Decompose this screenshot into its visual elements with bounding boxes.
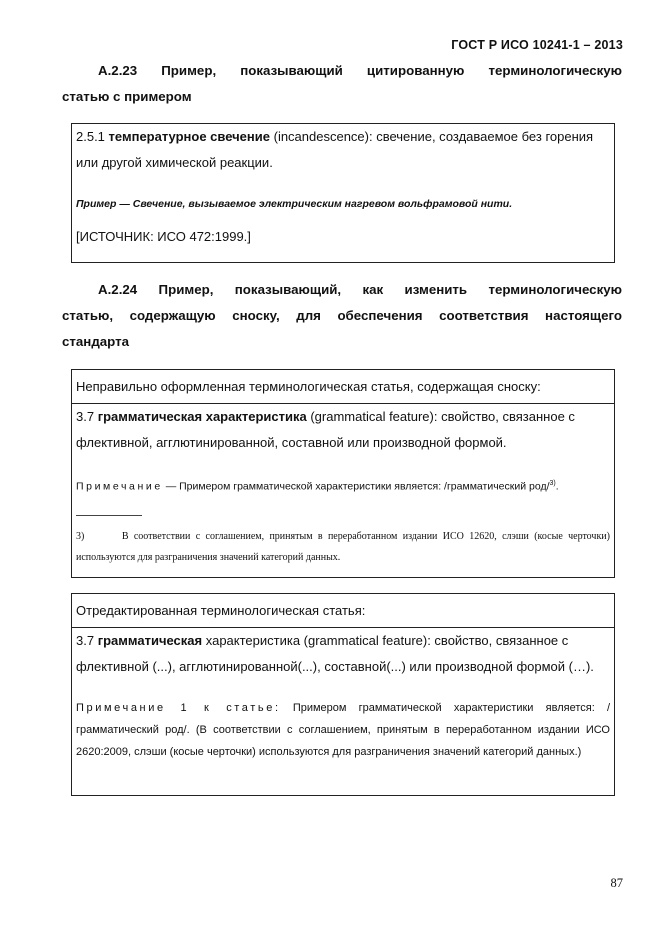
entry-line: [72, 404, 614, 430]
footnote-separator: [76, 515, 142, 516]
heading-line: статью с примером: [62, 89, 192, 104]
section-heading-a223: [62, 58, 622, 110]
box-content: [72, 404, 614, 568]
heading-line: статью, содержащую сноску, для обеспечения соответствия настоящего: [62, 308, 622, 323]
box-title: Отредактированная терминологическая статья:: [72, 594, 614, 628]
entry-term: грамматическая: [97, 633, 203, 648]
heading-line: А.2.24 Пример, показывающий, как изменить терминологическую: [98, 282, 622, 297]
entry-number: 3.7: [76, 409, 95, 424]
entry-line: [72, 628, 614, 654]
heading-line: А.2.23 Пример, показывающий цитированную терминологическую: [98, 63, 622, 78]
cited-entry-box: [71, 123, 615, 263]
note-text: — Примером грамматической характеристики является: /грамматический род/: [165, 480, 550, 493]
entry-definition: (grammatical feature): свойство, связанное с: [310, 409, 575, 424]
footnote-number: 3): [76, 530, 85, 542]
entry-number: 2.5.1: [76, 129, 105, 144]
entry-term: грамматическая характеристика: [97, 409, 307, 424]
page-number: 87: [610, 876, 623, 890]
edited-entry-box: [71, 593, 615, 796]
entry-number: 3.7: [76, 633, 95, 648]
note-text: Примером грамматической характеристики является: /грамматический род/. (В соответствии с соглашением, принятым в переработанном издании ИСО 2620:2009, слэши (косые черточки) используются для разграничения значений категорий данных.): [76, 702, 610, 758]
entry-definition: характеристика (grammatical feature): свойство, связанное с: [205, 633, 569, 648]
entry-definition-cont: флективной, агглютинированной, составной или производной формой.: [76, 435, 507, 450]
note-label: Примечание 1 к статье:: [76, 702, 281, 714]
incorrect-entry-box: [71, 369, 615, 578]
section-heading-a224: [62, 277, 622, 355]
entry-definition-cont: или другой химической реакции.: [76, 155, 273, 170]
entry-definition: (incandescence): свечение, создаваемое без горения: [273, 129, 594, 144]
entry-line: [72, 124, 614, 150]
footnote-text: В соответствии с соглашением, принятым в переработанном издании ИСО 12620, слэши (косые черточки) используются для разграничения значений категорий данных.: [76, 530, 610, 563]
note-label: Примечание: [76, 480, 163, 493]
heading-line: стандарта: [62, 334, 130, 349]
entry-example: Пример — Свечение, вызываемое электрическим нагревом вольфрамовой нити.: [76, 198, 513, 210]
entry-definition-cont: флективной (...), агглютинированной(...), составной(...) или производной формой (…).: [76, 659, 594, 674]
box-content: [72, 628, 614, 763]
footnote-ref: 3): [549, 480, 556, 487]
document-header: ГОСТ Р ИСО 10241-1 – 2013: [451, 38, 623, 52]
entry-note: [72, 697, 614, 763]
entry-note: [72, 474, 614, 497]
note-end: .: [555, 480, 559, 493]
box-title: Неправильно оформленная терминологическая статья, содержащая сноску:: [72, 370, 614, 404]
entry-term: температурное свечение: [108, 129, 270, 144]
entry-source: [ИСТОЧНИК: ИСО 472:1999.]: [76, 229, 251, 244]
footnote: [72, 526, 614, 568]
